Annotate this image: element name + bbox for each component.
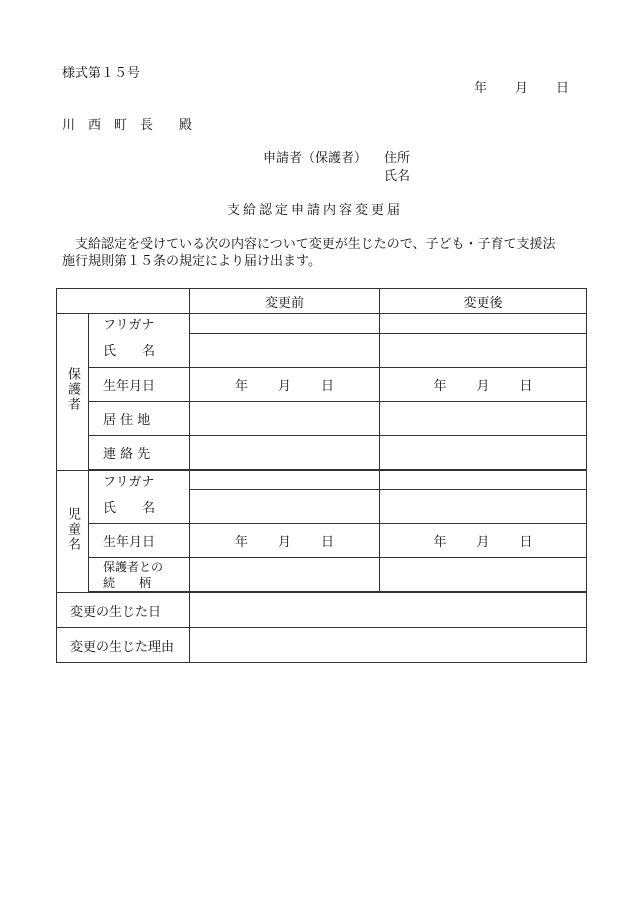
guardian-contact-before[interactable] [190, 435, 380, 469]
addressee: 川 西 町 長 殿 [62, 118, 193, 133]
header-after: 変更後 [380, 289, 587, 314]
change-reason-label: 変更の生じた理由 [57, 628, 190, 663]
child-birthdate-before[interactable]: 年 月 日 [190, 524, 380, 558]
child-birthdate-after[interactable]: 年 月 日 [380, 524, 587, 558]
child-furigana-after[interactable] [380, 470, 587, 490]
child-birthdate-label: 生年月日 [89, 524, 190, 558]
document-title: 支給認定申請内容変更届 [226, 203, 403, 218]
guardian-furigana-label: フリガナ [89, 314, 190, 334]
header-before: 変更前 [190, 289, 380, 314]
child-relation-before[interactable] [190, 558, 380, 592]
applicant-address-label: 住所 [384, 151, 411, 166]
date-month: 月 [515, 81, 529, 96]
body-text [62, 236, 582, 270]
child-relation-after[interactable] [380, 558, 587, 592]
guardian-name-label: 氏 名 [89, 333, 190, 367]
change-form-table [56, 288, 587, 663]
guardian-furigana-before[interactable] [190, 314, 380, 334]
body-line-1: 支給認定を受けている次の内容について変更が生じたので、子ども・子育て支援法 [62, 237, 556, 252]
guardian-group-label: 保護者 [57, 314, 89, 471]
child-furigana-label: フリガナ [89, 470, 190, 490]
applicant-label: 申請者（保護者） [263, 151, 368, 166]
child-name-after[interactable] [380, 490, 587, 524]
guardian-birthdate-after[interactable]: 年 月 日 [380, 367, 587, 401]
guardian-furigana-after[interactable] [380, 314, 587, 334]
guardian-name-before[interactable] [190, 333, 380, 367]
guardian-contact-after[interactable] [380, 435, 587, 469]
change-reason-field[interactable] [190, 628, 587, 663]
child-furigana-before[interactable] [190, 470, 380, 490]
child-relation-label: 保護者との 続 柄 [89, 558, 190, 592]
child-group-label: 児童名 [57, 470, 89, 593]
child-name-before[interactable] [190, 490, 380, 524]
child-name-label: 氏 名 [89, 490, 190, 524]
guardian-birthdate-before[interactable]: 年 月 日 [190, 367, 380, 401]
change-date-field[interactable] [190, 593, 587, 628]
submission-date [474, 81, 569, 97]
guardian-name-after[interactable] [380, 333, 587, 367]
form-number: 様式第１５号 [62, 66, 141, 81]
applicant-name-label: 氏名 [384, 169, 411, 184]
change-date-label: 変更の生じた日 [57, 593, 190, 628]
guardian-residence-before[interactable] [190, 401, 380, 435]
body-line-2: 施行規則第１５条の規定により届け出ます。 [62, 254, 321, 269]
guardian-residence-label: 居 住 地 [89, 401, 190, 435]
guardian-birthdate-label: 生年月日 [89, 367, 190, 401]
guardian-residence-after[interactable] [380, 401, 587, 435]
guardian-contact-label: 連 絡 先 [89, 435, 190, 469]
date-day: 日 [556, 81, 570, 96]
header-blank [57, 289, 190, 314]
date-year: 年 [474, 81, 488, 96]
